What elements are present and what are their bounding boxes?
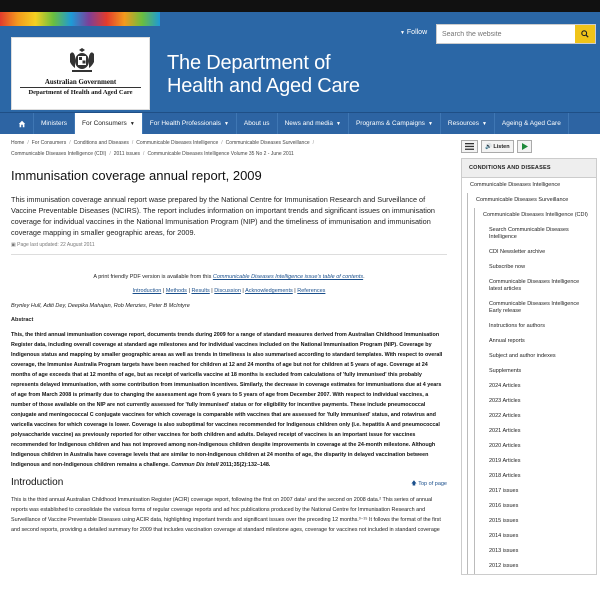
main-content <box>11 138 447 535</box>
sidebar-subitem[interactable]: 2013 issues <box>489 548 519 554</box>
sidebar-subitem[interactable]: Annual reports <box>489 338 525 344</box>
breadcrumb-separator: / <box>143 151 145 157</box>
sidebar-subitem[interactable]: Instructions for authors <box>489 323 545 329</box>
nav-label: Ministers <box>41 120 68 127</box>
breadcrumb-separator: / <box>27 140 29 146</box>
nav-for-health-professionals[interactable] <box>143 113 237 134</box>
home-icon <box>18 120 26 128</box>
caret-down-icon: ▼ <box>481 120 487 127</box>
page-title: Immunisation coverage annual report, 2009 <box>11 168 262 183</box>
breadcrumb-item[interactable]: For Consumers <box>31 140 67 146</box>
link-results[interactable]: Results <box>191 288 210 294</box>
link-discussion[interactable]: Discussion <box>214 288 241 294</box>
top-bar <box>0 0 600 12</box>
introduction-body: This is the third annual Australian Childhood Immunisation Register (ACIR) coverage report, following the first on 2007 data¹ and the second on 2008 data.² This series of annual reports was established to consolidate the various forms of regular coverage reports and ad hoc publications produced by the National Centre for Immunisation Research and Surveillance of Vaccine Preventable Diseases using ACIR data, highlighting important trends and significant issues over the preceding 12 months.³⁻¹⁵ It follows the format of the first and second reports, providing a detailed summary for 2009 that includes vaccination coverage at standard milestone ages, coverage for vaccines not included in standard coverage <box>11 497 441 533</box>
sidebar-subitem[interactable]: Communicable Diseases Intelligence Early release <box>489 301 580 314</box>
sidebar-subitem[interactable]: 2021 Articles <box>489 428 521 434</box>
top-of-page-label: Top of page <box>418 481 447 487</box>
logo-text-department: Department of Health and Aged Care <box>20 87 141 96</box>
sidebar-sublist <box>481 223 596 574</box>
caret-down-icon: ▼ <box>223 120 229 127</box>
page-updated-text: Page last updated: 22 August 2011 <box>17 242 95 248</box>
intro-summary: This immunisation coverage annual report wase prepared by the National Centre for Immunisation Research and Surveillance of Vaccine Preventable Diseases (NCIRS). The report includes information on important trends and significant issues on immunisation coverage for individual vaccines in the National Immunisation Program (NIP) and the timeliness of immunisation and immunisation coverage mapping in smaller geographic areas, for 2009. <box>11 195 435 237</box>
sidebar-subitem[interactable]: 2012 issues <box>489 563 519 569</box>
nav-label: News and media <box>284 120 333 127</box>
logo-text-government: Australian Government <box>44 78 117 86</box>
government-logo[interactable] <box>11 37 150 110</box>
sidebar-subitem[interactable]: 2017 issues <box>489 488 519 494</box>
pdf-toc-link[interactable]: Communicable Diseases Intelligence issue's table of contents <box>212 274 364 280</box>
sidebar <box>461 140 597 575</box>
link-introduction[interactable]: Introduction <box>132 288 162 294</box>
breadcrumb-item[interactable]: Communicable Diseases Intelligence <box>136 140 219 146</box>
page-updated <box>11 242 447 255</box>
calendar-icon: ▣ <box>11 242 16 248</box>
nav-label: Ageing & Aged Care <box>501 120 561 127</box>
sidebar-group-cdi-journal <box>474 208 596 574</box>
sidebar-subitem[interactable]: Subject and author indexes <box>489 353 556 359</box>
citation-tail: 2011;35(2):132–148. <box>220 462 271 468</box>
listen-label: Listen <box>493 143 510 150</box>
sidebar-subitem[interactable]: Supplements <box>489 368 522 374</box>
site-header <box>0 12 600 112</box>
menu-button[interactable] <box>461 140 478 153</box>
sidebar-item-surveillance[interactable]: Communicable Diseases Surveillance <box>476 197 569 203</box>
pdf-note-suffix: . <box>363 274 365 280</box>
nav-label: Resources <box>447 120 479 127</box>
sidebar-heading: CONDITIONS AND DISEASES <box>462 159 596 178</box>
nav-for-consumers[interactable] <box>75 113 143 134</box>
sidebar-subitem[interactable]: Search Communicable Diseases Intelligence <box>489 227 569 240</box>
breadcrumb-item[interactable]: 2011 issues <box>113 151 141 157</box>
sidebar-nav <box>461 158 597 575</box>
breadcrumb-item[interactable]: Communicable Diseases Surveillance <box>225 140 310 146</box>
play-icon <box>521 143 528 150</box>
introduction-heading: Introduction <box>11 477 64 488</box>
caret-down-icon: ▼ <box>335 120 341 127</box>
search-button[interactable] <box>575 25 595 43</box>
sidebar-subitem[interactable]: 2023 Articles <box>489 398 521 404</box>
sidebar-item-cdi-journal[interactable]: Communicable Diseases Intelligence (CDI) <box>483 212 588 218</box>
listen-toolbar <box>461 140 597 153</box>
speaker-icon: 🔊 <box>485 143 492 150</box>
breadcrumb-separator: / <box>69 140 71 146</box>
pdf-note-prefix: A print friendly PDF version is available from this <box>93 274 213 280</box>
sidebar-subitem[interactable]: 2019 Articles <box>489 458 521 464</box>
search-box <box>436 24 596 44</box>
link-methods[interactable]: Methods <box>165 288 187 294</box>
nav-label: Programs & Campaigns <box>355 120 425 127</box>
sidebar-subitem[interactable]: 2015 issues <box>489 518 519 524</box>
nav-about-us[interactable] <box>237 113 278 134</box>
breadcrumb-item[interactable]: Home <box>11 140 25 146</box>
nav-label: For Health Professionals <box>149 120 221 127</box>
main-nav <box>0 112 600 134</box>
department-title-line2: Health and Aged Care <box>167 75 360 97</box>
link-acknowledgements[interactable]: Acknowledgements <box>245 288 293 294</box>
nav-label: About us <box>243 120 270 127</box>
nav-news-and-media[interactable] <box>278 113 349 134</box>
sidebar-subitem[interactable]: 2014 issues <box>489 533 519 539</box>
nav-label: For Consumers <box>82 120 127 127</box>
pdf-note <box>11 274 447 280</box>
listen-button[interactable] <box>481 140 514 153</box>
sidebar-subitem[interactable]: Subscribe now <box>489 264 526 270</box>
sidebar-subitem[interactable]: Communicable Diseases Intelligence latest articles <box>489 279 580 292</box>
sidebar-subitem[interactable]: 2018 Articles <box>489 473 521 479</box>
sidebar-subitem[interactable]: 2016 issues <box>489 503 519 509</box>
abstract-text <box>11 330 447 470</box>
authors: Brynley Hull, Aditi Dey, Deepika Mahajan, Rob Menzies, Peter B McIntyre <box>11 303 190 309</box>
nav-ageing-aged-care[interactable] <box>495 113 569 134</box>
caret-down-icon: ▼ <box>427 120 433 127</box>
department-title[interactable] <box>167 52 360 98</box>
nav-ministers[interactable] <box>34 113 75 134</box>
sidebar-subitem[interactable]: 2020 Articles <box>489 443 521 449</box>
nav-resources[interactable] <box>441 113 495 134</box>
follow-label: Follow <box>406 29 428 36</box>
breadcrumb-separator: / <box>312 140 314 146</box>
link-references[interactable]: References <box>297 288 326 294</box>
abstract-body: This, the third annual immunisation coverage report, documents trends during 2009 for a range of standard measures derived from Australian Childhood Immunisation Register data, including overall coverage at standard age milestones and for individual vaccines included on the National Immunisation Program (NIP). Coverage by Indigenous status and mapping by smaller geographic areas as well as trends in timeliness is also summarised according to standard templates. With respect to overall coverage, the Immunise Australia Program targets have been reached for children at 12 and 24 months of age but not for children at 5 years of age. Coverage at 24 months of age exceeds that at 12 months of age, but as receipt of varicella vaccine at 18 months is excluded from calculations of 'fully immunised' this probably represents delayed immunisation, with some contribution from immunisation incentives. Similarly, the decrease in coverage estimates for immunisations due at 4 years of age from March 2008 is primarily due to changing the assessment age from 6 years to 5 years of age from December 2007. With respect to individual vaccines, a number of those available on the NIP are not currently assessed for 'fully immunised' status or for eligibility for incentive payments. These include pneumococcal conjugate and meningococcal C conjugate vaccines for which coverage is comparable with vaccines that are assessed for 'fully immunised' status, and rotavirus and varicella vaccines for which coverage is lower. Coverage is also suboptimal for vaccines recommended for Indigenous children only (i.e. hepatitis A and pneumococcal polysaccharide vaccine) as previously reported for other vaccines for both children and adults. Delayed receipt of vaccines is an important issue for vaccines recommended for Indigenous children and has not improved among non-Indigenous children despite improvements in coverage at the 24-month milestone. Although Indigenous children in Australia have coverage levels that are similar to non-Indigenous children at 24 months of age, the disparity in delayed vaccination between Indigenous and non-Indigenous children remains a challenge. <box>11 332 443 468</box>
search-input[interactable] <box>437 25 575 43</box>
sidebar-subitem[interactable]: 2022 Articles <box>489 413 521 419</box>
arrow-up-icon: 🡅 <box>411 481 417 487</box>
breadcrumb-separator: / <box>109 151 111 157</box>
coat-of-arms-icon <box>67 48 97 74</box>
citation-journal: Commun Dis Intell <box>171 462 219 468</box>
follow-button[interactable] <box>400 29 427 36</box>
breadcrumb-separator: / <box>131 140 134 146</box>
department-title-line1: The Department of <box>167 52 331 74</box>
top-of-page-link[interactable] <box>411 480 447 489</box>
play-button[interactable] <box>517 140 532 153</box>
abstract-heading: Abstract <box>11 317 34 323</box>
section-links: Introduction | Methods | Results | Discussion | Acknowledgements | References <box>132 288 326 294</box>
nav-programs-campaigns[interactable] <box>349 113 441 134</box>
sidebar-item-cdi[interactable]: Communicable Diseases Intelligence <box>470 182 561 188</box>
introduction-heading-row <box>11 477 447 491</box>
sidebar-subitem[interactable]: 2024 Articles <box>489 383 521 389</box>
breadcrumb-current: Communicable Diseases Intelligence Volume 35 No 2 - June 2011 <box>147 151 294 157</box>
breadcrumb-item[interactable]: Conditions and Diseases <box>73 140 129 146</box>
breadcrumb <box>11 138 447 160</box>
search-icon <box>581 30 589 38</box>
rainbow-stripe <box>0 12 160 26</box>
breadcrumb-item[interactable]: Communicable Diseases Intelligence (CDI) <box>11 151 107 157</box>
hamburger-icon <box>465 143 474 150</box>
nav-home[interactable] <box>11 113 34 134</box>
caret-down-icon: ▼ <box>129 120 135 127</box>
breadcrumb-separator: / <box>221 140 223 146</box>
chevron-down-icon: ▼ <box>400 30 405 36</box>
sidebar-group-surveillance <box>467 193 596 574</box>
sidebar-subitem[interactable]: CDI Newsletter archive <box>489 249 546 255</box>
